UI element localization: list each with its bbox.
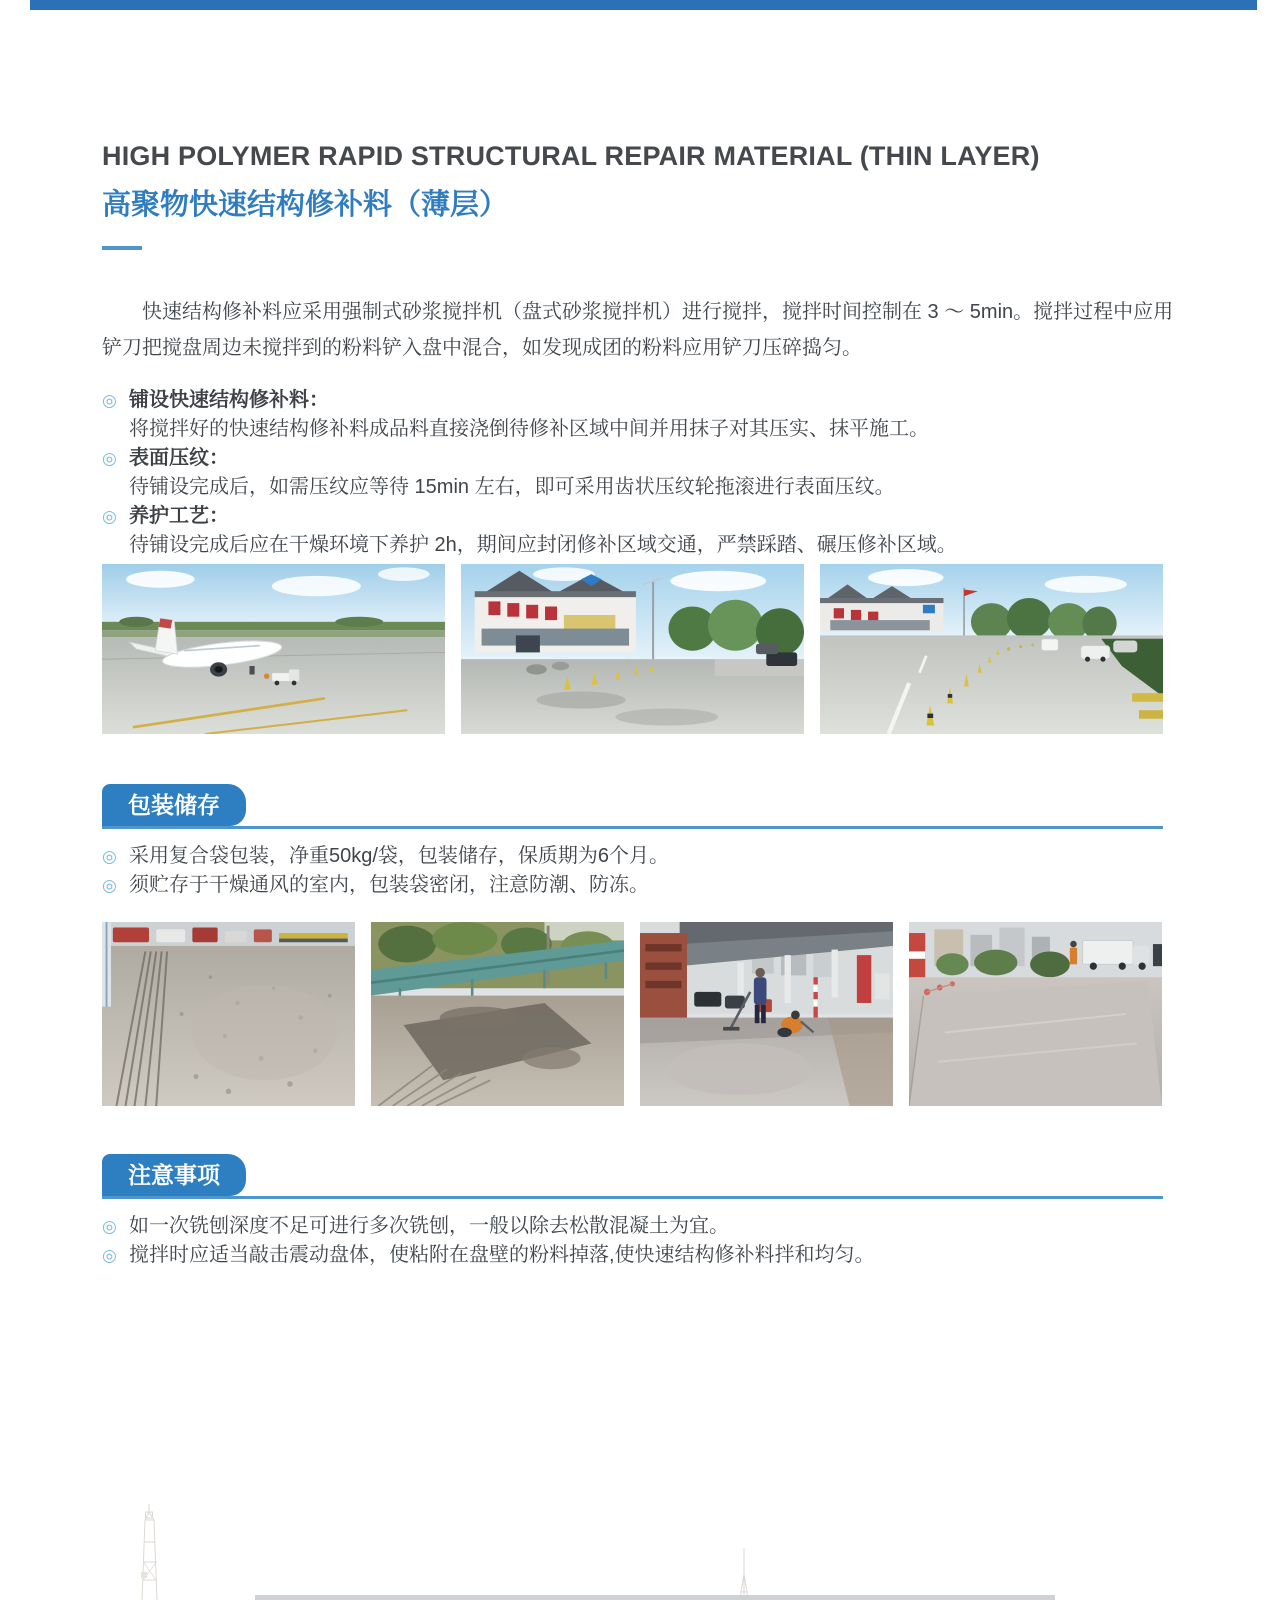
section-tab-precautions: 注意事项: [102, 1154, 246, 1196]
bullet-text: 搅拌时应适当敲击震动盘体，使粘附在盘壁的粉料掉落,使快速结构修补料拌和均匀。: [129, 1244, 875, 1266]
bullet-text: 采用复合袋包装，净重50kg/袋，包装储存，保质期为6个月。: [129, 845, 670, 867]
service-road-photo-illustration: [820, 564, 1163, 734]
list-item-body: 待铺设完成后，如需压纹应等待 15min 左右，即可采用齿状压纹轮拖滚进行表面压纹。: [129, 476, 895, 498]
photo-gas-station-repair-work: [640, 922, 893, 1106]
ring-bullet-icon: ◎: [102, 391, 117, 410]
section-header-precautions: [102, 1154, 1163, 1199]
ring-bullet-icon: ◎: [102, 1246, 117, 1265]
ring-bullet-icon: ◎: [102, 876, 117, 895]
page-title-english: HIGH POLYMER RAPID STRUCTURAL REPAIR MATERIAL (THIN LAYER): [102, 141, 1040, 171]
photo-airport-apron-airplane: [102, 564, 445, 734]
watermark-tower-sketch: [128, 1502, 172, 1600]
precautions-bullets: [102, 1212, 1192, 1270]
title-accent-underline: [102, 246, 142, 250]
photo-row-construction-cases: [102, 922, 1163, 1106]
list-item: [102, 1241, 1192, 1270]
ring-bullet-icon: ◎: [102, 847, 117, 866]
list-item: [102, 444, 1192, 473]
page-top-bar: [30, 0, 1257, 10]
list-item: [102, 871, 1192, 900]
bullet-text: 如一次铣刨深度不足可进行多次铣刨，一般以除去松散混凝土为宜。: [129, 1215, 729, 1237]
list-item: [102, 842, 1192, 871]
ring-bullet-icon: ◎: [102, 507, 117, 526]
list-item-heading: 铺设快速结构修补料：: [129, 389, 329, 411]
section-tab-packaging-storage: 包装储存: [102, 784, 246, 826]
ring-bullet-icon: ◎: [102, 449, 117, 468]
bullet-text: 须贮存于干燥通风的室内，包装袋密闭，注意防潮、防冻。: [129, 874, 649, 896]
photo-milled-road-surface: [102, 922, 355, 1106]
milled-surface-photo-illustration: [102, 922, 355, 1106]
process-list: [102, 386, 1192, 560]
section-header-packaging-storage: [102, 784, 1163, 829]
footer-graphic-edge: [255, 1595, 1055, 1600]
watermark-spire-sketch: [736, 1548, 752, 1600]
photo-row-application-sites: [102, 564, 1163, 734]
packaging-storage-bullets: [102, 842, 1192, 900]
list-item-heading: 养护工艺：: [129, 505, 229, 527]
fresh-surface-photo-illustration: [909, 922, 1162, 1106]
guardrail-photo-illustration: [371, 922, 624, 1106]
photo-service-area-road: [820, 564, 1163, 734]
service-area-photo-illustration: [461, 564, 804, 734]
list-item-body: 将搅拌好的快速结构修补料成品料直接浇倒待修补区域中间并用抹子对其压实、抹平施工。: [129, 418, 929, 440]
repair-work-photo-illustration: [640, 922, 893, 1106]
page-content: [102, 140, 1192, 1270]
airplane-photo-illustration: [102, 564, 445, 734]
list-item-heading: 表面压纹：: [129, 447, 229, 469]
list-item-body: 待铺设完成后应在干燥环境下养护 2h，期间应封闭修补区域交通，严禁踩踏、碾压修补区域。: [129, 534, 957, 556]
photo-service-area-entrance: [461, 564, 804, 734]
photo-guardrail-road-patch: [371, 922, 624, 1106]
ring-bullet-icon: ◎: [102, 1217, 117, 1236]
photo-fresh-repair-surface: [909, 922, 1162, 1106]
list-item: [102, 386, 1192, 415]
intro-paragraph: 快速结构修补料应采用强制式砂浆搅拌机（盘式砂浆搅拌机）进行搅拌，搅拌时间控制在 3 ～ 5min。搅拌过程中应用铲刀把搅盘周边未搅拌到的粉料铲入盘中混合，如发现成团的粉料应用铲刀压碎捣匀。: [102, 301, 1174, 359]
page-title-chinese: 高聚物快速结构修补料（薄层）: [102, 189, 509, 221]
list-item: [102, 1212, 1192, 1241]
list-item: [102, 502, 1192, 531]
